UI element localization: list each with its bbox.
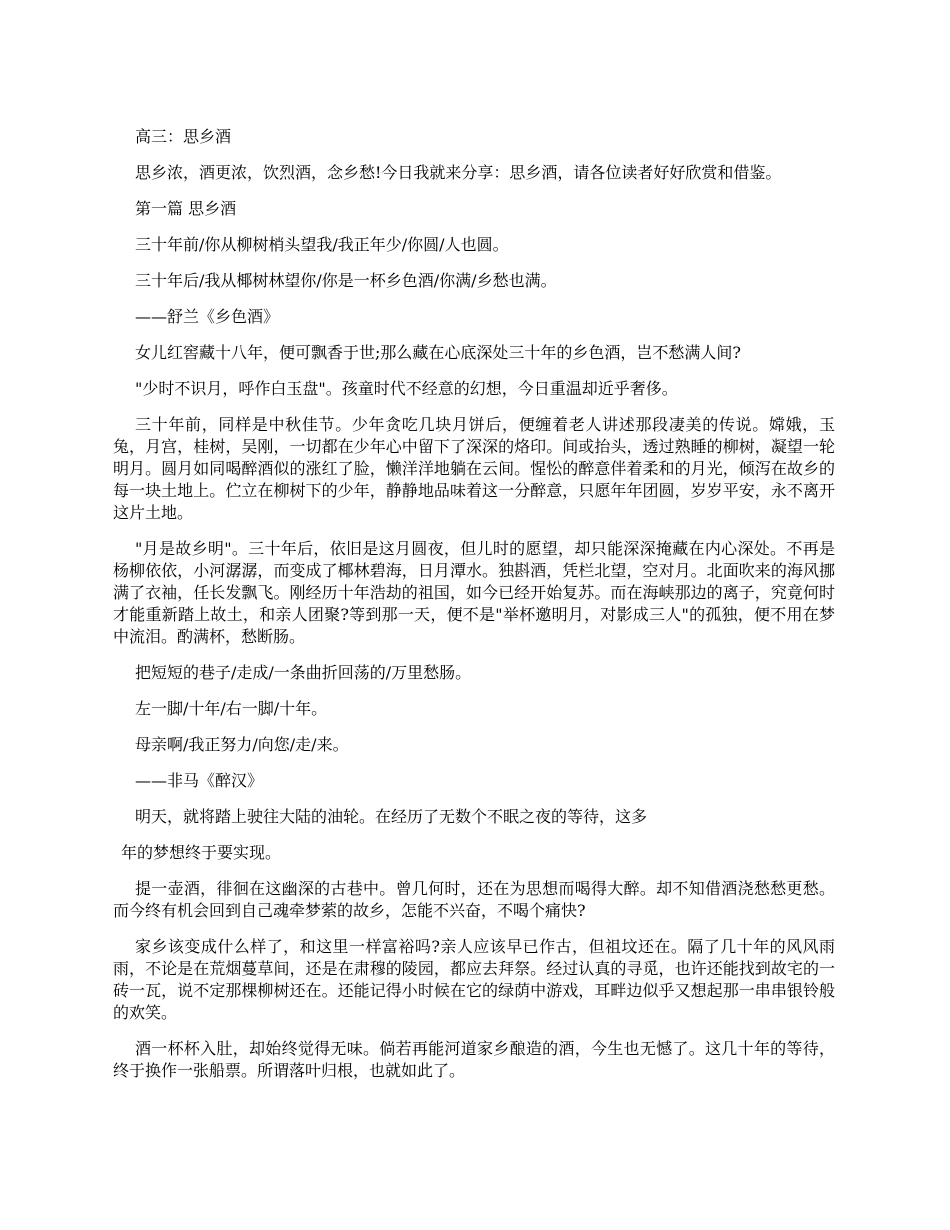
paragraph-6: 提一壶酒，徘徊在这幽深的古巷中。曾几何时，还在为思想而喝得大醉。却不知借酒浇愁愁更愁。而今终有机会回到自己魂牵梦萦的故乡，怎能不兴奋，不喝个痛快? xyxy=(113,879,835,920)
poem2-line1: 把短短的巷子/走成/一条曲折回荡的/万里愁肠。 xyxy=(135,663,472,682)
paragraph-7: 家乡该变成什么样了，和这里一样富裕吗?亲人应该早已作古，但祖坟还在。隔了几十年的风风雨雨，不论是在荒烟蔓草间，还是在肃穆的陵园，都应去拜祭。经过认真的寻觅，也许还能找到故宅的一砖一瓦，说不定那棵柳树还在。还能记得小时候在它的绿荫中游戏，耳畔边似乎又想起那一串串银铃般的欢笑。 xyxy=(113,937,835,1022)
poem2-line2: 左一脚/十年/右一脚/十年。 xyxy=(135,699,328,718)
paragraph-5a: 明天，就将踏上驶往大陆的油轮。在经历了无数个不眠之夜的等待，这多 xyxy=(135,807,648,826)
paragraph-3: 三十年前，同样是中秋佳节。少年贪吃几块月饼后，便缠着老人讲述那段凄美的传说。嫦娥，玉兔，月宫，桂树，吴刚，一切都在少年心中留下了深深的烙印。间或抬头，透过熟睡的柳树，凝望一轮明月。圆月如同喝醉酒似的涨红了脸，懒洋洋地躺在云间。惺忪的醉意伴着柔和的月光，倾泻在故乡的每一块土地上。伫立在柳树下的少年，静静地品味着这一分醉意，只愿年年团圆，岁岁平安，永不离开这片土地。 xyxy=(113,415,835,522)
paragraph-8: 酒一杯杯入肚，却始终觉得无味。倘若再能河道家乡酿造的酒，今生也无憾了。这几十年的等待，终于换作一张船票。所谓落叶归根，也就如此了。 xyxy=(113,1039,835,1080)
poem1-line1: 三十年前/你从柳树梢头望我/我正年少/你圆/人也圆。 xyxy=(135,235,509,254)
paragraph-2: "少时不识月，呼作白玉盘"。孩童时代不经意的幻想，今日重温却近乎奢侈。 xyxy=(135,379,678,398)
section-heading: 第一篇 思乡酒 xyxy=(135,199,237,218)
document-body xyxy=(113,126,835,1096)
poem2-attribution: ——非马《醉汉》 xyxy=(135,771,264,790)
document-title: 高三：思乡酒 xyxy=(135,127,232,146)
paragraph-1: 女儿红窖藏十八年，便可飘香于世;那么藏在心底深处三十年的乡色酒，岂不愁满人间? xyxy=(135,343,741,362)
intro-paragraph: 思乡浓，酒更浓，饮烈酒，念乡愁!今日我就来分享：思乡酒，请各位读者好好欣赏和借鉴。 xyxy=(135,163,782,182)
paragraph-4: "月是故乡明"。三十年后，依旧是这月圆夜，但儿时的愿望，却只能深深掩藏在内心深处。不再是杨柳依依，小河潺潺，而变成了椰林碧海，日月潭水。独斟酒，凭栏北望，空对月。北面吹来的海风挪满了衣袖，任长发飘飞。刚经历十年浩劫的祖国，如今已经开始复苏。而在海峡那边的离子，究竟何时才能重新踏上故土，和亲人团聚?等到那一天，便不是"举杯邀明月，对影成三人"的孤独，便不用在梦中流泪。酌满杯，愁断肠。 xyxy=(113,539,835,646)
poem1-line2: 三十年后/我从椰树林望你/你是一杯乡色酒/你满/乡愁也满。 xyxy=(135,271,557,290)
poem1-attribution: ——舒兰《乡色酒》 xyxy=(135,307,280,326)
paragraph-5b: 年的梦想终于要实现。 xyxy=(121,843,282,862)
poem2-line3: 母亲啊/我正努力/向您/走/来。 xyxy=(135,735,349,754)
